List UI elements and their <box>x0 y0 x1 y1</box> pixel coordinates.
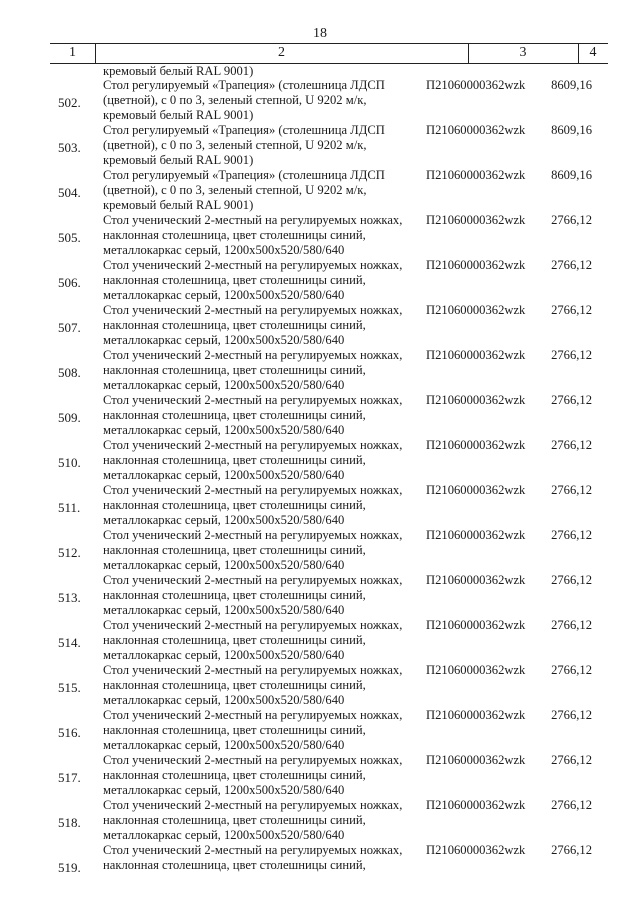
table-row <box>0 168 640 213</box>
column-header-3: 3 <box>519 45 527 60</box>
item-price: 8609,16 <box>551 78 592 92</box>
row-number: 515. <box>58 680 81 695</box>
row-number: 505. <box>58 230 81 245</box>
row-number: 519. <box>58 860 81 875</box>
item-description: Стол регулируемый «Трапеция» (столешница ЛДСП (цветной), с 0 по 3, зеленый степной, U 9202 м/к, кремовый белый RAL 9001) <box>103 78 385 122</box>
item-description: Стол ученический 2-местный на регулируемых ножках, наклонная столешница, цвет столешницы синий, металлокаркас серый, 1200x500x520/580/640 <box>103 618 403 662</box>
item-price: 8609,16 <box>551 123 592 137</box>
table-row <box>0 483 640 528</box>
row-number: 514. <box>58 635 81 650</box>
item-price: 2766,12 <box>551 303 592 317</box>
header-divider <box>578 44 579 63</box>
column-header-2: 2 <box>278 45 285 60</box>
item-code: П21060000362wzk <box>426 393 526 407</box>
item-description: Стол ученический 2-местный на регулируемых ножках, наклонная столешница, цвет столешницы синий, металлокаркас серый, 1200x500x520/580/640 <box>103 798 403 842</box>
item-price: 2766,12 <box>551 708 592 722</box>
continuation-text: кремовый белый RAL 9001) <box>103 64 254 78</box>
table-row <box>0 528 640 573</box>
item-code: П21060000362wzk <box>426 618 526 632</box>
row-number: 509. <box>58 410 81 425</box>
row-number: 504. <box>58 185 81 200</box>
item-description: Стол ученический 2-местный на регулируемых ножках, наклонная столешница, цвет столешницы синий, металлокаркас серый, 1200x500x520/580/640 <box>103 663 403 707</box>
item-price: 2766,12 <box>551 348 592 362</box>
row-container <box>0 78 640 888</box>
row-number: 516. <box>58 725 81 740</box>
item-description: Стол ученический 2-местный на регулируемых ножках, наклонная столешница, цвет столешницы синий, металлокаркас серый, 1200x500x520/580/640 <box>103 303 403 347</box>
page-number: 18 <box>313 26 327 41</box>
row-number: 503. <box>58 140 81 155</box>
item-price: 2766,12 <box>551 483 592 497</box>
item-description: Стол ученический 2-местный на регулируемых ножках, наклонная столешница, цвет столешницы синий, металлокаркас серый, 1200x500x520/580/640 <box>103 393 403 437</box>
header-divider <box>95 44 96 63</box>
item-price: 2766,12 <box>551 438 592 452</box>
row-number: 510. <box>58 455 81 470</box>
item-code: П21060000362wzk <box>426 663 526 677</box>
item-code: П21060000362wzk <box>426 573 526 587</box>
item-code: П21060000362wzk <box>426 798 526 812</box>
row-number: 502. <box>58 95 81 110</box>
item-code: П21060000362wzk <box>426 123 526 137</box>
table-row <box>0 213 640 258</box>
item-code: П21060000362wzk <box>426 753 526 767</box>
row-number: 506. <box>58 275 81 290</box>
item-description: Стол ученический 2-местный на регулируемых ножках, наклонная столешница, цвет столешницы синий, металлокаркас серый, 1200x500x520/580/640 <box>103 528 403 572</box>
table-row <box>0 618 640 663</box>
item-price: 2766,12 <box>551 663 592 677</box>
item-price: 2766,12 <box>551 393 592 407</box>
table-row <box>0 303 640 348</box>
item-description: Стол ученический 2-местный на регулируемых ножках, наклонная столешница, цвет столешницы синий, металлокаркас серый, 1200x500x520/580/640 <box>103 483 403 527</box>
item-description: Стол ученический 2-местный на регулируемых ножках, наклонная столешница, цвет столешницы синий, металлокаркас серый, 1200x500x520/580/640 <box>103 708 403 752</box>
column-header-1: 1 <box>69 45 76 60</box>
item-price: 2766,12 <box>551 753 592 767</box>
row-number: 517. <box>58 770 81 785</box>
item-code: П21060000362wzk <box>426 348 526 362</box>
table-row <box>0 123 640 168</box>
table-row <box>0 843 640 888</box>
item-code: П21060000362wzk <box>426 303 526 317</box>
table-row <box>0 348 640 393</box>
row-number: 512. <box>58 545 81 560</box>
item-code: П21060000362wzk <box>426 843 526 857</box>
table-body <box>0 64 640 888</box>
table-row <box>0 573 640 618</box>
item-description: Стол ученический 2-местный на регулируемых ножках, наклонная столешница, цвет столешницы синий, металлокаркас серый, 1200x500x520/580/640 <box>103 213 403 257</box>
table-row <box>0 258 640 303</box>
item-price: 8609,16 <box>551 168 592 182</box>
item-code: П21060000362wzk <box>426 708 526 722</box>
item-description: Стол регулируемый «Трапеция» (столешница ЛДСП (цветной), с 0 по 3, зеленый степной, U 9202 м/к, кремовый белый RAL 9001) <box>103 168 385 212</box>
item-code: П21060000362wzk <box>426 528 526 542</box>
item-code: П21060000362wzk <box>426 78 526 92</box>
row-number: 511. <box>58 500 81 515</box>
item-price: 2766,12 <box>551 258 592 272</box>
table-row <box>0 393 640 438</box>
item-price: 2766,12 <box>551 618 592 632</box>
table-row <box>0 753 640 798</box>
table-row <box>0 798 640 843</box>
item-code: П21060000362wzk <box>426 168 526 182</box>
table-row <box>0 78 640 123</box>
table-row <box>0 663 640 708</box>
row-number: 507. <box>58 320 81 335</box>
item-price: 2766,12 <box>551 843 592 857</box>
item-description: Стол ученический 2-местный на регулируемых ножках, наклонная столешница, цвет столешницы синий, металлокаркас серый, 1200x500x520/580/640 <box>103 438 403 482</box>
table-header <box>50 43 608 64</box>
item-code: П21060000362wzk <box>426 438 526 452</box>
item-price: 2766,12 <box>551 573 592 587</box>
item-description: Стол ученический 2-местный на регулируемых ножках, наклонная столешница, цвет столешницы синий, металлокаркас серый, 1200x500x520/580/640 <box>103 258 403 302</box>
item-price: 2766,12 <box>551 213 592 227</box>
item-description: Стол ученический 2-местный на регулируемых ножках, наклонная столешница, цвет столешницы синий, металлокаркас серый, 1200x500x520/580/640 <box>103 753 403 797</box>
row-number: 508. <box>58 365 81 380</box>
item-code: П21060000362wzk <box>426 483 526 497</box>
item-description: Стол ученический 2-местный на регулируемых ножках, наклонная столешница, цвет столешницы синий, <box>103 843 403 872</box>
table-row <box>0 438 640 483</box>
item-code: П21060000362wzk <box>426 258 526 272</box>
item-code: П21060000362wzk <box>426 213 526 227</box>
item-price: 2766,12 <box>551 798 592 812</box>
table-row <box>0 708 640 753</box>
column-header-4: 4 <box>589 45 597 60</box>
item-description: Стол ученический 2-местный на регулируемых ножках, наклонная столешница, цвет столешницы синий, металлокаркас серый, 1200x500x520/580/640 <box>103 348 403 392</box>
header-divider <box>468 44 469 63</box>
row-number: 518. <box>58 815 81 830</box>
continuation-row <box>0 64 640 78</box>
item-description: Стол регулируемый «Трапеция» (столешница ЛДСП (цветной), с 0 по 3, зеленый степной, U 9202 м/к, кремовый белый RAL 9001) <box>103 123 385 167</box>
item-price: 2766,12 <box>551 528 592 542</box>
row-number: 513. <box>58 590 81 605</box>
item-description: Стол ученический 2-местный на регулируемых ножках, наклонная столешница, цвет столешницы синий, металлокаркас серый, 1200x500x520/580/640 <box>103 573 403 617</box>
